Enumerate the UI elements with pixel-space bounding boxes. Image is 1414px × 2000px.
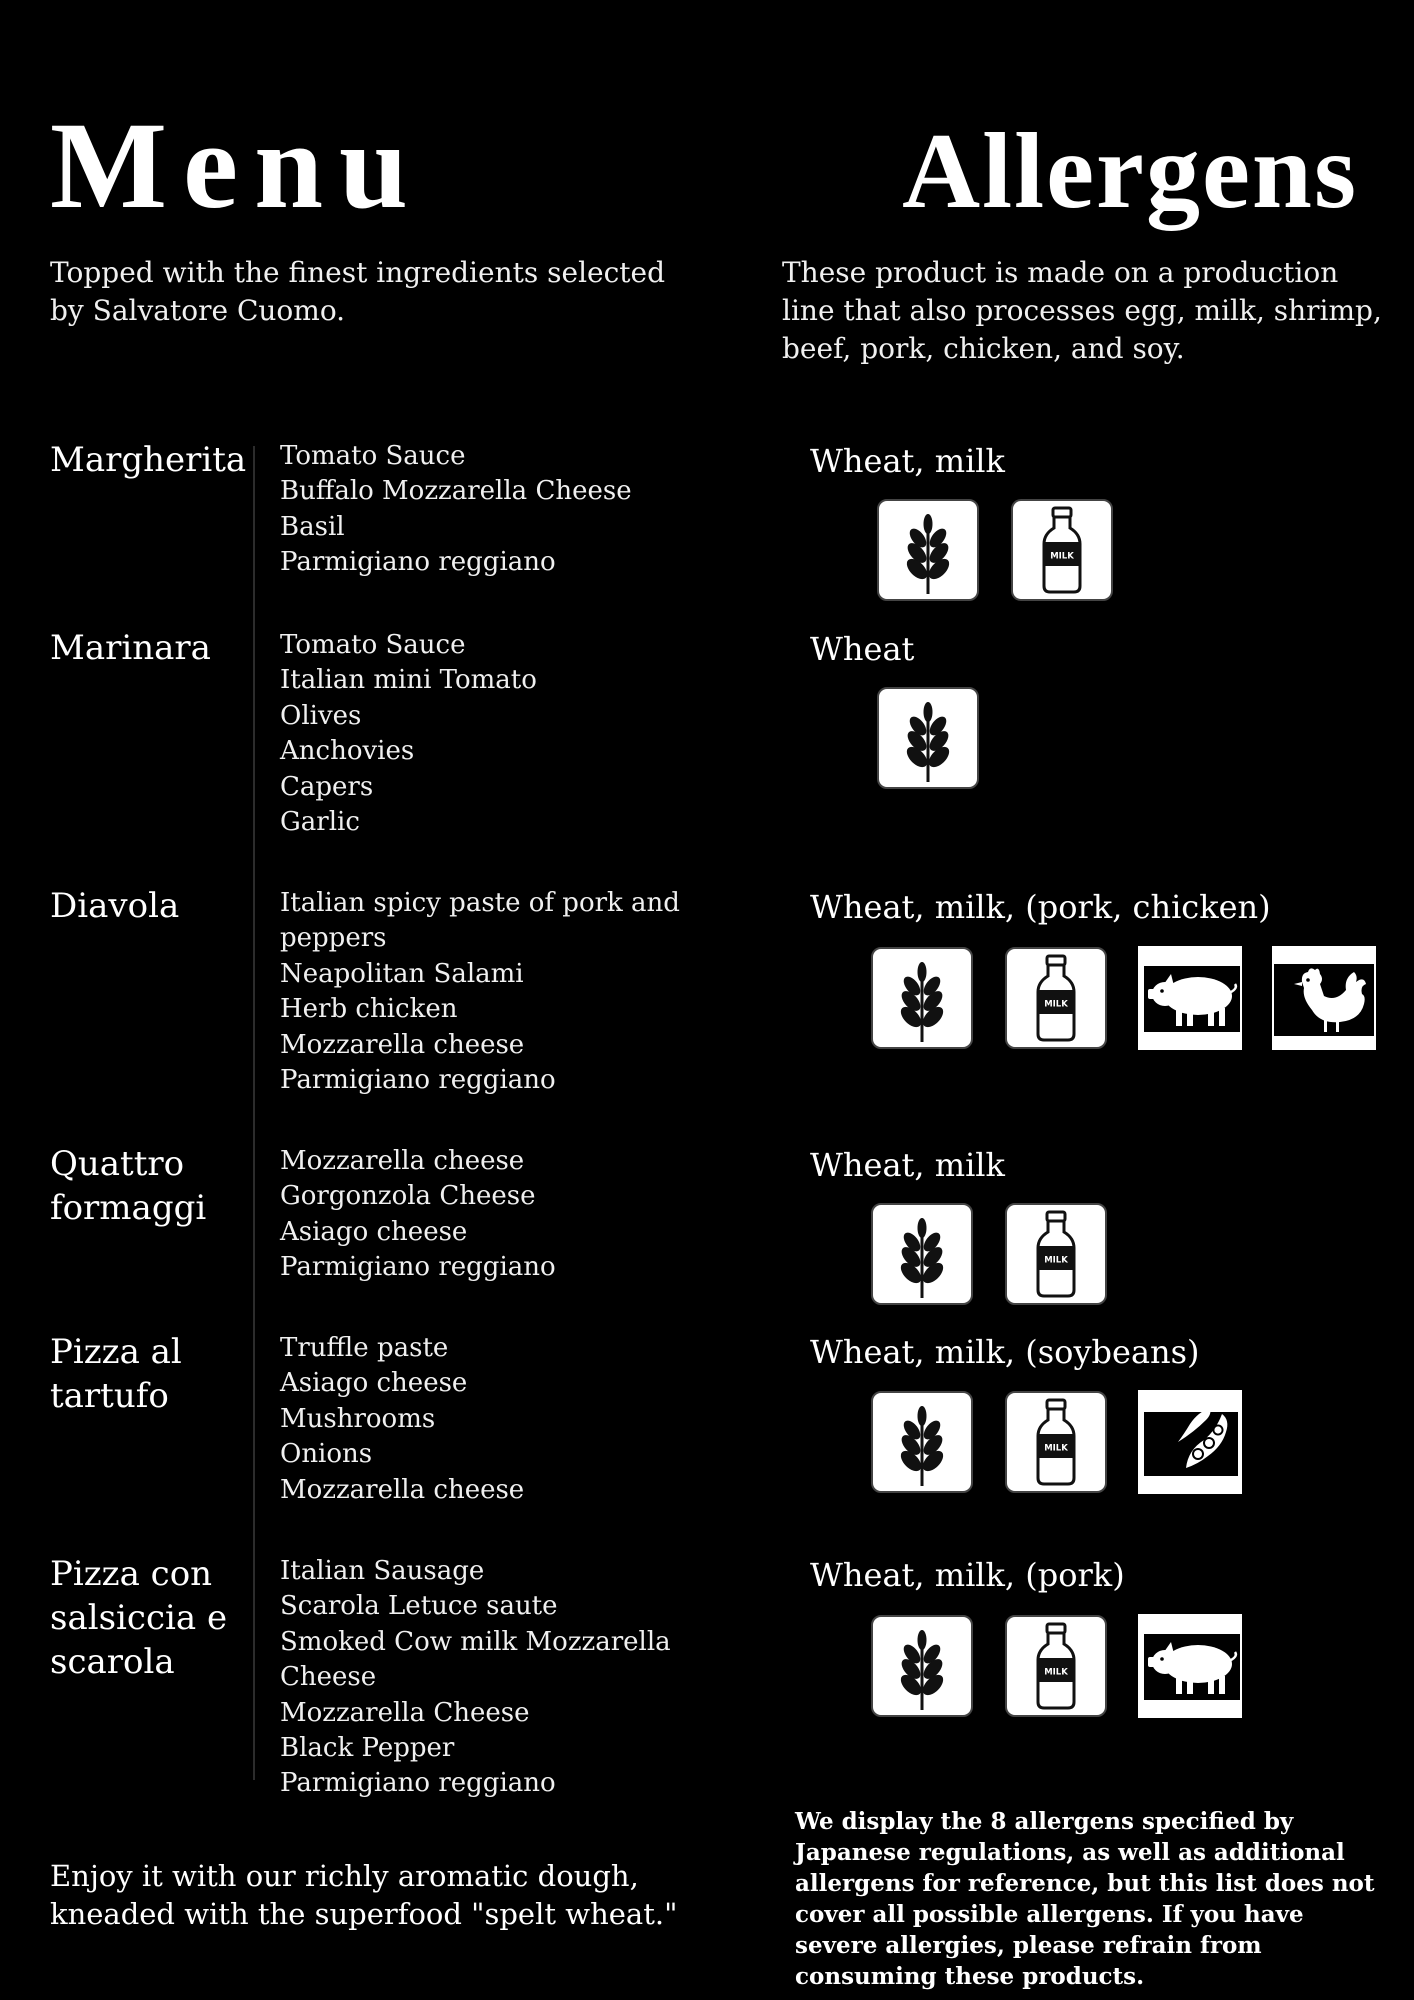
- ingredient: Tomato Sauce: [280, 630, 466, 660]
- allergen-label: Wheat, milk: [810, 442, 1005, 480]
- ingredient: Parmigiano reggiano: [280, 1065, 556, 1096]
- ingredient: Garlic: [280, 807, 360, 838]
- ingredient: Italian Sausage: [280, 1556, 485, 1586]
- allergens-title: Allergens: [902, 112, 1358, 231]
- ingredient: Italian mini Tomato: [280, 665, 537, 696]
- ingredient: Olives: [280, 700, 362, 731]
- milk-icon: [1004, 1202, 1108, 1306]
- ingredient: Anchovies: [280, 736, 415, 767]
- milk-icon-label: MILK: [1050, 551, 1074, 562]
- pork-icon: [1138, 1614, 1242, 1718]
- allergen-icons: [870, 1614, 1242, 1718]
- allergen-notice: We display the 8 allergens specified by Japanese regulations, as well as additional allergens for reference, but this list does not cover all possible allergens. If you have severe allergies, please refrain from consuming these products.: [795, 1808, 1375, 1990]
- menu-intro: Topped with the finest ingredients selected by Salvatore Cuomo.: [50, 256, 666, 327]
- milk-icon-label: MILK: [1044, 1255, 1068, 1266]
- allergen-label: Wheat, milk, (pork, chicken): [810, 888, 1271, 926]
- item-name: Pizza al tartufo: [50, 1332, 182, 1416]
- wheat-icon: [870, 1614, 974, 1718]
- ingredient-list: [280, 1331, 680, 1508]
- ingredient: Capers: [280, 771, 374, 802]
- ingredient: Italian spicy paste of pork and peppers: [280, 888, 680, 954]
- ingredient: Mozzarella Cheese: [280, 1697, 530, 1728]
- item-name: Quattro formaggi: [50, 1144, 207, 1228]
- allergen-label: Wheat, milk: [810, 1146, 1005, 1184]
- item-name: Marinara: [50, 628, 211, 668]
- ingredient: Parmigiano reggiano: [280, 1768, 556, 1799]
- milk-icon: [1004, 946, 1108, 1050]
- milk-icon-label: MILK: [1044, 999, 1068, 1010]
- allergen-icons: [876, 498, 1114, 602]
- ingredient-list: [280, 439, 680, 581]
- ingredient: Asiago cheese: [280, 1368, 468, 1399]
- allergen-icons: [870, 1390, 1242, 1494]
- menu-divider: [253, 446, 255, 1780]
- ingredient: Buffalo Mozzarella Cheese: [280, 476, 632, 507]
- allergen-label: Wheat, milk, (soybeans): [810, 1333, 1200, 1371]
- ingredient: Parmigiano reggiano: [280, 1252, 556, 1283]
- wheat-icon: [876, 686, 980, 790]
- item-name: Margherita: [50, 440, 247, 480]
- wheat-icon: [876, 498, 980, 602]
- milk-icon: [1004, 1390, 1108, 1494]
- soybean-icon: [1138, 1390, 1242, 1494]
- chicken-icon: [1272, 946, 1376, 1050]
- allergen-label: Wheat, milk, (pork): [810, 1556, 1125, 1594]
- pork-icon: [1138, 946, 1242, 1050]
- ingredient: Asiago cheese: [280, 1216, 468, 1247]
- wheat-icon: [870, 1390, 974, 1494]
- milk-icon: [1004, 1614, 1108, 1718]
- ingredient: Onions: [280, 1439, 373, 1470]
- ingredient: Mozzarella cheese: [280, 1146, 525, 1176]
- menu-title: Menu: [50, 97, 424, 234]
- allergen-icons: [870, 1202, 1108, 1306]
- ingredient: Basil: [280, 511, 345, 542]
- ingredient-list: [280, 628, 680, 840]
- milk-icon-label: MILK: [1044, 1667, 1068, 1678]
- allergen-label: Wheat: [810, 630, 915, 668]
- closing-note: Enjoy it with our richly aromatic dough, kneaded with the superfood "spelt wheat.": [50, 1859, 678, 1931]
- allergen-icons: [876, 686, 980, 790]
- ingredient: Parmigiano reggiano: [280, 547, 556, 578]
- ingredient: Mushrooms: [280, 1403, 436, 1434]
- wheat-icon: [870, 946, 974, 1050]
- ingredient: Mozzarella cheese: [280, 1474, 525, 1505]
- ingredient-list: [280, 886, 680, 1098]
- item-name: Pizza con salsiccia e scarola: [50, 1554, 228, 1682]
- allergen-icons: [870, 946, 1376, 1050]
- milk-icon-label: MILK: [1044, 1443, 1068, 1454]
- ingredient: Gorgonzola Cheese: [280, 1181, 536, 1212]
- ingredient: Tomato Sauce: [280, 441, 466, 471]
- ingredient: Neapolitan Salami: [280, 958, 524, 989]
- milk-icon: [1010, 498, 1114, 602]
- ingredient: Mozzarella cheese: [280, 1029, 525, 1060]
- allergen-intro: These product is made on a production line that also processes egg, milk, shrimp, beef, pork, chicken, and soy.: [782, 256, 1382, 365]
- wheat-icon: [870, 1202, 974, 1306]
- ingredient: Herb chicken: [280, 994, 458, 1025]
- ingredient: Smoked Cow milk Mozzarella Cheese: [280, 1626, 671, 1693]
- ingredient: Truffle paste: [280, 1333, 449, 1363]
- ingredient: Black Pepper: [280, 1733, 455, 1764]
- ingredient: Scarola Letuce saute: [280, 1591, 558, 1622]
- ingredient-list: [280, 1554, 680, 1802]
- item-name: Diavola: [50, 886, 180, 926]
- ingredient-list: [280, 1144, 680, 1286]
